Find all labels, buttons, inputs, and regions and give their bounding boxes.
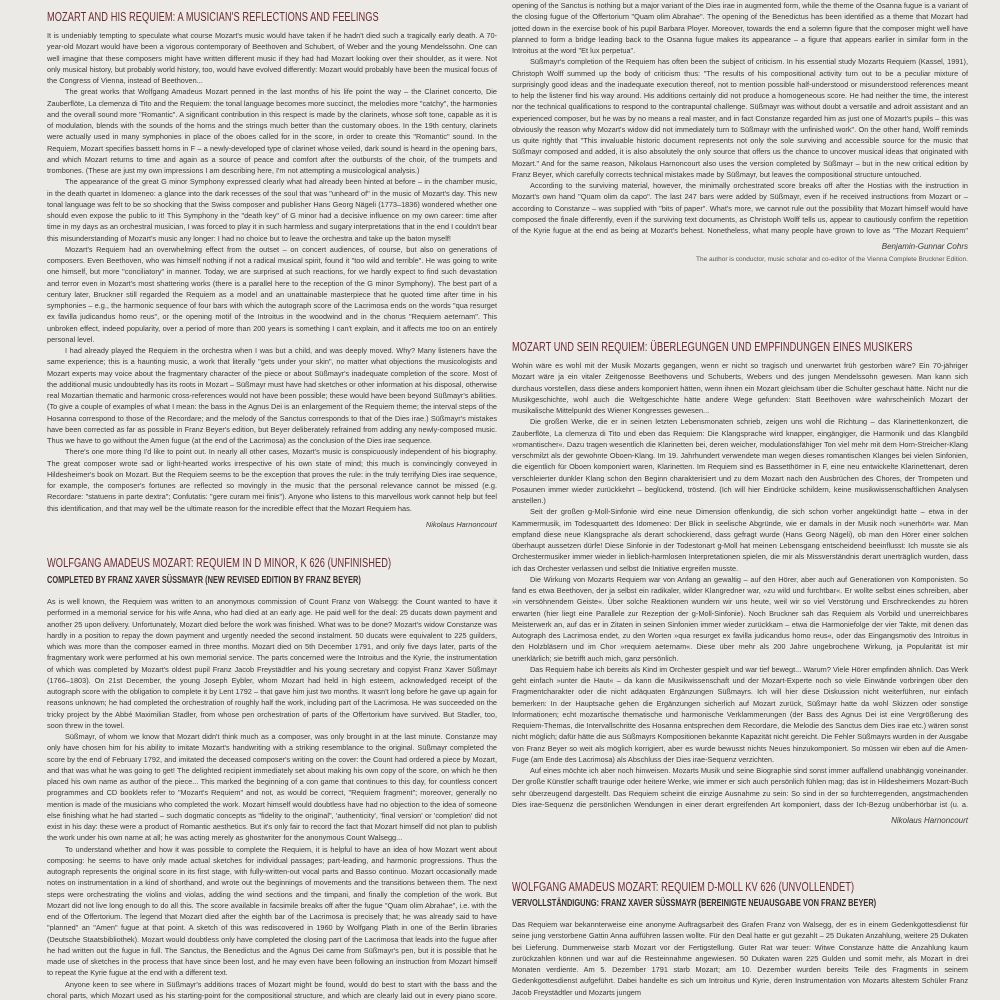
section-body [512, 360, 968, 810]
section-en-requiem-continued [512, 0, 968, 237]
paragraph: Die Wirkung von Mozarts Requiem war von Anfang an gewaltig – auf den Hörer, aber auch auf Generationen von Komponisten. So fand es etwa Beethoven, der ja selbst ein radikaler, wilder Klangredner war, »zu wild und furchtbar«. Er wollte selbst eines schreiben, aber »in versöhnendem Geiste«. Über solche Reaktionen wundern wir uns heute, weil wir so viel Verstörung und Erschreckendes zu hören erwarten (hier liegt eine Parallele zur Rezeption der g-Moll-Sinfonie). Noch Bruckner sah das Requiem als Vorbild und unerreichbares Meisterwerk an, auf das er in Zitaten in seinen Sinfonien immer wieder zurückkam – etwa die Harmoniefolge der vier Takte, mit denen das Autograph des Lacrimosa endet, zu den Worten »qua resurget ex favilla judicandus homo reus«, oder das Eingangsmotiv des Introitus in den Holzbläsern und im Chor »requiem aeternam«. Diese über mehr als 200 Jahre ungebrochene Wirkung, ja Popularität ist mir unerklärlich; sie betrifft auch mich, ganz persönlich. [512, 574, 968, 663]
author-note: The author is conductor, music scholar and co-editor of the Vienna Complete Bruckner Edition. [696, 256, 968, 263]
author-signature: Nikolaus Harnoncourt [891, 816, 968, 825]
paragraph: To understand whether and how it was possible to complete the Requiem, it is helpful to have an idea of how Mozart went about composing: he seems to have only made actual sketches for individual passages; part-leading, and harmonic progressions. Thus the autograph represents the original score in its first stage, with fully-written-out vocal parts and Basso continuo. Mozart occasionally made notes on instrumentation in a kind of shorthand, and wrote out the beginnings of movements and the transitions between them. The next steps were orchestrating the violins and violas, adding the wind sections and the timpani, and finally the completion of the work. But Mozart did not live long enough to do all this. The score available in facsimile breaks off after the fugue "Quam olim Abrahae", i.e. with the end of the Offertorium. The legend that Mozart died after the eighth bar of the Lacrimosa is precisely that; he was already said to have "planned" an "Amen" fugue at that point. A sketch of this was rediscovered in 1960 by Wolfgang Plath in one of the Berlin libraries (Deutsche Staatsbibliothek). Mozart would doubtless only have completed the closing part of the Lacrimosa that leads into the fugue after he had written out the fugue in full. The Sanctus, the Benedictus and the Agnus Dei came from Süßmayr's pen, but it is possible that he made use of sketches in the process that have since been lost, and he may even have been following an instruction from Mozart himself to repeat the Kyrie fugue at the end with a different text. [47, 844, 497, 978]
section-body [512, 0, 968, 237]
section-body [47, 30, 497, 514]
paragraph: There's one more thing I'd like to point out. In nearly all other cases, Mozart's music is conspicuously independent of his biography. The great composer wrote sad or light-hearted works irrespective of his own state of mind; this much is convincingly conveyed in Hildesheimer's book on Mozart. But the Requiem seems to be the exception that proves the rule: in the truly terrifying Dies irae sequence, for example, the composer's fortunes are reflected so movingly in the music that the personal relevance cannot be missed (e.g. Recordare: "statuens in parte dextra"; Confutatis: "gere curam mei finis"). Anyone who listens to this marvellous work cannot help but feel this identification, and that may well be the ultimate reason for the incredible effect that the Mozart Requiem has. [47, 447, 497, 513]
section-subtitle: VERVOLLSTÄNDIGUNG: FRANZ XAVER SÜSSMAYR (BEREINIGTE NEUAUSGABE VON FRANZ BEYER) [512, 898, 877, 909]
section-body [47, 596, 497, 1000]
section-en-requiem [47, 556, 497, 1000]
section-de-requiem [512, 880, 968, 1000]
paragraph: It is undeniably tempting to speculate what course Mozart's music would have taken if he hadn't died such a tragically early death. A 70-year-old Mozart would have been a vigorous contemporary of Beethoven and Schubert, of Weber and the young Mendelssohn. One can well imagine that these composers might have written different music if they had had Mozart looking over their shoulder, as it were. Not only musical history, but probably world history, too, would have evolved differently: Mozart would probably have been the musical focus of the Congress of Vienna, instead of Beethoven... [47, 31, 497, 85]
paragraph: Auf eines möchte ich aber noch hinweisen. Mozarts Musik und seine Biographie sind sonst immer auffallend unabhängig voneinander. Der große Künstler schafft traurige oder heitere Werke, wie immer er sich auch persönlich fühlen mag; das ist in Hildesheimers Mozart-Buch sehr überzeugend dargestellt. Das Requiem scheint die einzige Ausnahme zu sein: So sind in der so furchterregenden, angstmachenden Dies irae-Sequenz die persönlichen Wendungen in einer derart ergreifenden Art komponiert, dass der Ich-Bezug unüberhörbar ist (u. a. [512, 766, 968, 809]
paragraph: Das Requiem habe ich bereits als Kind im Orchester gespielt und war tief bewegt... Warum? Viele Hörer empfinden ähnlich. Das Werk geht einfach »unter die Haut« – da kann die Musikwissenschaft und der Mozart-Experte noch so viele Einwände vorbringen über den Fragmentcharakter oder die nicht adäquaten Ergänzungen Süßmayrs. Ich will hier diese Diskussion nicht weiterführen, nur einfach bemerken: In der Hauptsache gehen die Ergänzungen sicherlich auf Mozart zurück, Süßmayr hatte da wohl Skizzen oder sonstige Informationen; echt mozartische thematische und harmonische Verklammerungen (der Bass des Agnus Dei ist eine Vergrößerung des Requiem-Themas, die Intervallschritte des Hosanna entsprechen dem Recordare, die Melodie des Sanctus dem Dies irae etc.) wären sonst nicht möglich; dafür hätte die aus Süßmayrs Kompositionen bekannte Kapazität nicht gereicht. Die Fehler Süßmayrs wurden in der Ausgabe von Franz Beyer so weit als möglich korrigiert, aber es wurde bewusst nichts Neues hinzukomponiert. So müssen wir eben auf die Amen-Fuge (am Ende des Lacrimosa) als Abschluss der Dies irae-Sequenz verzichten. [512, 664, 968, 764]
section-title: MOZART UND SEIN REQUIEM: ÜBERLEGUNGEN UND EMPFINDUNGEN EINES MUSIKERS [512, 340, 913, 354]
paragraph: The appearance of the great G minor Symphony expressed clearly what had already been hinted at before – in the chamber music, in the death quartet in Idomeneo: a glance into the dark recesses of the soul that was "unheard of" in the music of Mozart's day. This new tonal language was felt to be so shocking that the Swiss composer and publisher Hans Georg Nägeli (1773–1836) wondered whether one should even expose the public to it! This Symphony in the "death key" of G minor had a decisive influence on my own career: time after time in my days as an orchestral musician, I was forced to play it in such harmless and sugary interpretations that in the end I couldn't bear this misunderstanding of Mozart's music any longer: I had no choice but to leave the orchestra and take up the baton myself! [47, 177, 497, 243]
paragraph: Anyone keen to see where in Süßmayr's additions traces of Mozart might be found, would do best to start with the bass and the choral parts, which Mozart used as his starting-point for the compositional structure, and which are clearly laid out in every piano score. [47, 979, 497, 1000]
paragraph: According to the surviving material, however, the minimally orchestrated score breaks off after the Hostias with the instruction in Mozart's own hand "Quam olim da capo". The last 247 bars were added by Süßmayr, even if he received instructions from Mozart or – according to Constanze – was supplied with "bits of paper". What's more, we cannot rule out the possibility that Mozart himself would have composed the finale differently, even if the surviving text documents, as Christoph Wolff tells us, appear to cautiously confirm the repetition of the Kyrie fugue at the end as being at Mozart's behest. Nonetheless, what many people have grown to love as "The Mozart Requiem" [512, 181, 968, 235]
paragraph: opening of the Sanctus is nothing but a major variant of the Dies irae in augmented form, while the theme of the Osanna fugue is a variant of the closing fugue of the Offertorium "Quam olim Abrahae". The opening of the Benedictus has been identified as a theme that Mozart had jotted down in the exercise book of his pupil Barbara Ployer. Moreover, towards the end a solemn figure that the composer might well have planned to form a bridge leading back to the Osanna fugue makes its appearance – a figure that appears earlier in similar form in the Introitus at the word "Et lux perpetua". [512, 1, 968, 55]
paragraph: The great works that Wolfgang Amadeus Mozart penned in the last months of his life point the way – the Clarinet concerto, Die Zauberflöte, La clemenza di Tito and the Requiem: the tonal language becomes more succinct, the melodies more "catchy", the harmonies and the overall sound more "Romantic". A significant contribution in this respect is made by the clarinets, whose soft tone, capable as it is of modulation, blends with the sounds of the horns and the strings much better than the customary oboes. In the 19th century, clarinets were actually used in many symphonies in place of the oboes called for in the score, in order to create this "Romantic" sound. In the Requiem, Mozart specifies bassett horns in F – a newly-developed type of clarinet whose veiled, dark sound is heard in the opening bars, and which Mozart returns to time and again as a source of peace and comfort after the outbursts of the choir, of the trumpets and trombones. (These are just my own impressions I am describing here, I'm not attempting a musicological analysis.) [47, 87, 497, 175]
section-en-reflections [47, 10, 497, 550]
section-de-reflections [512, 340, 968, 810]
section-title: MOZART AND HIS REQUIEM: A MUSICIAN'S REFLECTIONS AND FEELINGS [47, 10, 379, 24]
paragraph: Das Requiem war bekannterweise eine anonyme Auftragsarbeit des Grafen Franz von Walsegg, der es in einem Gedenkgottesdienst für seine jung verstorbene Gattin Anna aufführen lassen wollte. Für den Deal hatte er gut gezahlt – 25 Dukaten Anzahlung, weitere 25 Dukaten bei Lieferung. Dummerweise starb Mozart vor der Fertigstellung. Guter Rat war teuer: Witwe Constanze hätte die Anzahlung kaum zurückzahlen können und war auf die Resteinnahme angewiesen. 50 Dukaten waren 225 Gulden und somit mehr, als Mozart in drei Monaten verdiente. Am 5. Dezember 1791 starb Mozart; am 10. Dezember wurden bereits Teile des Fragments in seinem Gedenkgottesdienst aufgeführt. Dabei handelte es sich um Introitus und Kyrie, deren Instrumentation von Mozarts ältestem Schüler Franz Jacob Freystädtler und Mozarts jungem [512, 920, 968, 997]
paragraph: Süßmayr's completion of the Requiem has often been the subject of criticism. In his essential study Mozarts Requiem (Kassel, 1991), Christoph Wolff summed up the body of criticism thus: "The results of his compositional activity turn out to be a peculiar mixture of surprisingly good ideas and the inadequate execution thereof, not to mention possible half-understood or misunderstood references meant to help the listener find his way around. His additions certainly did not produce a homogeneous score. He had neither the time, the interest nor the technical qualifications to respond to the contrapuntal challenge. Süßmayr was without doubt a versatile and adroit assistant and an experienced composer, but he was by no means a real master, and in fact Constanze regarded him as just one of Mozart's pupils – this was obviously the reason why Mozart's widow did not immediately turn to Süßmayr with the unfinished work". On the other hand, Wolff reminds us quite rightly that "This invaluable historic document represents not only the sole surviving and accessible source for the music that Süßmayr composed and added, it is also absolutely the only source that offers us the chance to uncover musical ideas that originated with Mozart." And for the same reason, Nikolaus Harnoncourt also uses the version completed by Süßmayr – but in the new critical edition by Franz Beyer, which carefully corrects technical mistakes made by Süßmayr, but leaves the compositional structure untouched. [512, 57, 968, 179]
author-signature: Nikolaus Harnoncourt [425, 519, 497, 529]
author-signature: Benjamin-Gunnar Cohrs [881, 242, 968, 251]
section-subtitle: COMPLETED BY FRANZ XAVER SÜSSMAYR (NEW REVISED EDITION BY FRANZ BEYER) [47, 575, 361, 586]
section-title: WOLFGANG AMADEUS MOZART: REQUIEM IN D MINOR, K 626 (UNFINISHED) [47, 556, 392, 570]
paragraph: Mozart's Requiem had an overwhelming effect from the outset – on concert audiences, of course, but also on generations of composers. Even Beethoven, who was himself nothing if not a radical musical spirit, found it "too wild and terrible". He was going to write one himself, but more "conciliatory" in manner. Today, we are surprised at such reactions, for we hardly expect to find such devastation and terror even in Mozart's most shattering works (there is a parallel here to the reception of the G minor Symphony). The best part of a century later, Bruckner still regarded the Requiem as a model and an unattainable masterpiece that he quoted time after time in his symphonies – e.g., the harmonic sequence of four bars with which the autograph score of the Lacrimosa ends on the words "qua resurget ex favilla judicandus homo reus", or the opening motif of the Introitus in the woodwind and in the chorus "Requiem aeternam". This unbroken effect, indeed popularity, over a period of more than 200 years is something I can't explain, and it affects me too on an entirely personal level. [47, 244, 497, 344]
section-title: WOLFGANG AMADEUS MOZART: REQUIEM D-MOLL KV 626 (UNVOLLENDET) [512, 880, 855, 894]
paragraph: Die großen Werke, die er in seinen letzten Lebensmonaten schrieb, zeigen uns wohl die Richtung – das Klarinettenkonzert, die Zauberflöte, La clemenza di Tito und eben das Requiem: Die Klangsprache wird knapper, eingängiger, die Harmonik und das Klangbild »romantischer«. Dazu tragen wesentlich die Klarinetten bei, deren weicher, modulationsfähiger Ton viel mehr mit dem Horn-Streicher-Klang verschmilzt als der gewohnte Oboen-Klang. Im 19. Jahrhundert verwendete man wegen dieses romantischen Klanges bei vielen Sinfonien, die eigentlich für Oboen komponiert waren, Klarinetten. Im Requiem sind es Bassetthörner in F, eine neu entwickelte Klarinettenart, deren verschleierter dunkler Klang schon den Beginn charakterisiert und zu dem Mozart nach den Ausbrüchen des Chores, der Trompeten und Posaunen immer wieder zurückkehrt – beglückend, tröstend. (Ich will hier Eindrücke schildern, keine musikwissenschaftlichen Analysen anstellen.) [512, 417, 968, 505]
paragraph: Seit der großen g-Moll-Sinfonie wird eine neue Dimension offenkundig, die sich schon vorher angekündigt hatte – etwa in der Kammermusik, im Todesquartett des Idomeneo: Der Blick in seelische Abgründe, wie er damals in der Musik noch »unerhört« war. Man empfand diese neue Klangsprache als derart schockierend, dass gefragt wurde (Hans Georg Nägeli), ob man den Hörer einer solchen überhaupt aussetzen dürfe! Diese Sinfonie in der Todestonart g-Moll hat meinen Lebensgang entscheidend beeinflusst: Ich musste sie als Orchestermusiker immer wieder in lieblich-harmlosen Interpretationen spielen, die mir als Missverständnis derart unerträglich wurden, dass ich das Orchester verlassen und selbst die Initiative ergreifen musste. [512, 507, 968, 573]
paragraph: Süßmayr, of whom we know that Mozart didn't think much as a composer, was only brought in at the last minute. Constanze may only have chosen him for his ability to imitate Mozart's handwriting with a striking resemblance to the original. Süßmayr completed the score by the end of February 1792, and imitated the deceased composer's writing on the cover: the Count had ordered a piece by Mozart, and that was what he was going to get! The delighted recipient immediately set about making his own copy of the score, on which he then placed his own name as author of the piece... This marked the beginning of a con game that continues to this day, for countless concert programmes and CD booklets refer to "Mozart's Requiem" and not, as would be correct, "Requiem fragment"; moreover, generally no mention is made of the musicians who completed the work. Mozart himself would doubtless have had no objection to the idea of someone else finishing what he had started – such dogmatic concepts as "fidelity to the original", 'authenticity', 'final version' or 'completion' did not exist in his day: these were a product of Romantic aesthetics. But it's only fair to record the fact that Mozart himself did not plan to publish the work under his own name at all; he was acting merely as ghostwriter for the anonymous Count Walsegg... [47, 732, 497, 843]
paragraph: I had already played the Requiem in the orchestra when I was but a child, and was deeply moved. Why? Many listeners have the same experience; this is a haunting music, a work that literally "gets under your skin", no matter what objections the musicologists and Mozart experts may voice about the fragmentary character of the piece or about Süßmayr's inadequate completion of the score. Most of the additional music undoubtedly has its roots in Mozart – Süßmayr must have had sketches or other information at his disposal, otherwise real Mozartian thematic and harmonic cross-references would not have been possible; these would have been beyond Süßmayr's abilities. (To give a couple of examples of what I mean: the bass in the Agnus Dei is an enlargement of the Requiem theme; the interval steps of the Hosanna correspond to those of the Recordare; and the melody of the Sanctus corresponds to that of the Dies irae.) Süßmayr's mistakes have been corrected as far as possible in Franz Beyer's edition, but Beyer deliberately refrained from adding any newly-composed music. Thus we have to go without the Amen fugue (at the end of the Lacrimosa) as the conclusion of the Dies irae sequence. [47, 346, 497, 445]
paragraph: Wohin wäre es wohl mit der Musik Mozarts gegangen, wenn er nicht so tragisch und unerwartet früh gestorben wäre? Ein 70-jähriger Mozart wäre ja ein vitaler Zeitgenosse Beethovens und Schuberts, Webers und des jungen Mendelssohn gewesen. Man kann sich durchaus vorstellen, dass diese anders komponiert hätten, wenn ihnen ein Mozart gleichsam über die Schulter geschaut hätte. Nicht nur die Musikgeschichte, wohl auch die Weltgeschichte hätte andere Wege gefunden: Statt Beethoven wäre wahrscheinlich Mozart der musikalische Mittelpunkt des Wiener Kongresses gewesen... [512, 361, 968, 415]
section-body [512, 919, 968, 998]
paragraph: As is well known, the Requiem was written to an anonymous commission of Count Franz von Walsegg: the Count wanted to have it performed in a memorial service for his wife Anna, who had died at an early age. He paid well for the deal: 25 ducats down payment and another 25 upon delivery. Unfortunately, Mozart died before the work was finished. What was to be done? Mozart's widow Constanze was hardly in a position to repay the down payment and urgently needed the second instalment. 50 ducats were equivalent to 225 guilders, which was more than the composer earned in three months. Mozart died on 5th December 1791, and only five days later, parts of the fragmentary work were performed at his own memorial service. The parts concerned were the Introitus and the Kyrie, the instrumentation of which was completed by Mozart's oldest pupil Franz Jacob Freystädtler and his young secretary and copyist Franz Xaver Süßmayr (1766–1803). On 21st December, the young Joseph Eybler, whom Mozart had held in high esteem, acknowledged receipt of the autograph score with the obligation to complete it by Lent 1792 – that gave him just two months. It wasn't long before he gave up again for reasons unknown; he had completed the orchestration of roughly half the work, including part of the Lacrimosa. He was succeeded on the tricky project by the Abbé Maximilian Stadler, from whose pen orchestration of parts of the Offertorium have survived. But Stadler, too, soon threw in the towel. [47, 597, 497, 730]
